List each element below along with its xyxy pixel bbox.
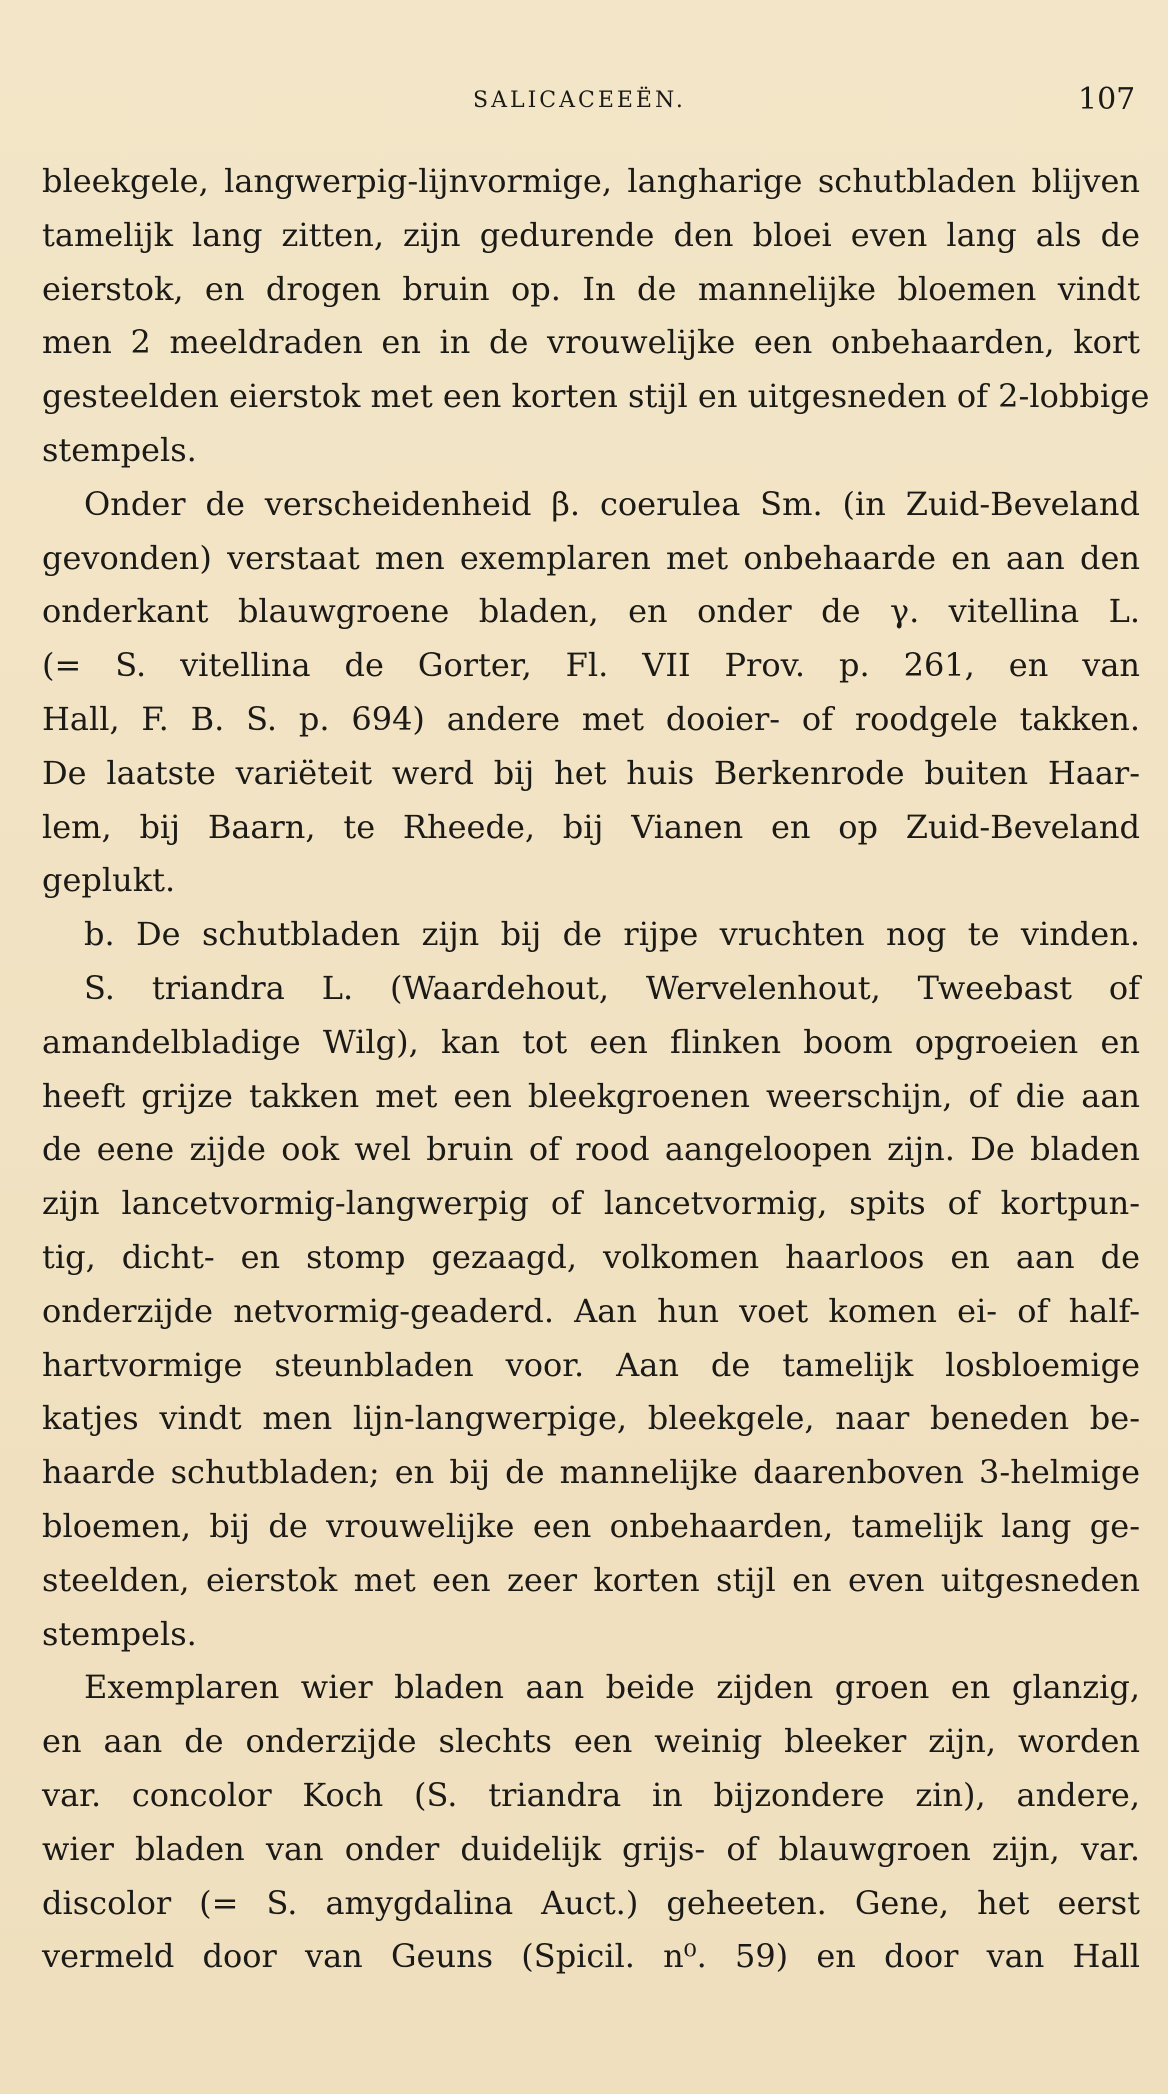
text-line: S. triandra L. (Waardehout, Wervelenhout, Tweebast of <box>84 968 1140 1007</box>
page-number: 107 <box>1078 82 1136 117</box>
text-line: amandelbladige Wilg), kan tot een flinken boom opgroeien en <box>42 1022 1140 1061</box>
text-line: stempels. <box>42 430 197 469</box>
text-line: var. concolor Koch (S. triandra in bijzondere zin), andere, <box>42 1775 1140 1814</box>
text-line: haarde schutbladen; en bij de mannelijke daarenboven 3-helmige <box>42 1453 1140 1492</box>
text-line: bloemen, bij de vrouwelijke een onbehaarden, tamelijk lang ge- <box>42 1506 1140 1545</box>
text-line: b. De schutbladen zijn bij de rijpe vruchten nog te vinden. <box>84 915 1140 954</box>
text-line: heeft grijze takken met een bleekgroenen weerschijn, of die aan <box>42 1076 1140 1115</box>
text-line: steelden, eierstok met een zeer korten stijl en even uitgesneden <box>42 1560 1140 1599</box>
body-text <box>42 155 1150 1984</box>
text-line: (= S. vitellina de Gorter, Fl. VII Prov. p. 261, en van <box>42 646 1140 685</box>
text-line: tamelijk lang zitten, zijn gedurende den bloei even lang als de <box>42 215 1140 254</box>
text-line: onderzijde netvormig-geaderd. Aan hun voet komen ei- of half- <box>42 1291 1140 1330</box>
text-line: bleekgele, langwerpig-lijnvormige, langharige schutbladen blijven <box>42 162 1140 200</box>
text-line: Onder de verscheidenheid β. coerulea Sm. (in Zuid-Beveland <box>84 484 1140 523</box>
running-title: SALICACEEËN. <box>473 88 686 113</box>
text-line: stempels. <box>42 1614 197 1653</box>
text-line: gesteelden eierstok met een korten stijl en uitgesneden of 2-lobbige <box>42 377 1150 416</box>
text-line: de eene zijde ook wel bruin of rood aangeloopen zijn. De bladen <box>42 1130 1140 1169</box>
text-line: lem, bij Baarn, te Rheede, bij Vianen en op Zuid-Beveland <box>42 807 1140 846</box>
text-line: discolor (= S. amygdalina Auct.) geheeten. Gene, het eerst <box>42 1883 1140 1922</box>
text-line: wier bladen van onder duidelijk grijs- of blauwgroen zijn, var. <box>42 1829 1140 1868</box>
text-line: onderkant blauwgroene bladen, en onder de γ. vitellina L. <box>42 592 1140 631</box>
text-line: De laatste variëteit werd bij het huis Berkenrode buiten Haar- <box>42 753 1140 792</box>
text-line: men 2 meeldraden en in de vrouwelijke een onbehaarden, kort <box>42 323 1140 362</box>
text-line: tig, dicht- en stomp gezaagd, volkomen haarloos en aan de <box>42 1237 1140 1276</box>
text-line: zijn lancetvormig-langwerpig of lancetvormig, spits of kortpun- <box>42 1184 1140 1223</box>
text-line: en aan de onderzijde slechts een weinig bleeker zijn, worden <box>42 1722 1140 1761</box>
text-line: hartvormige steunbladen voor. Aan de tamelijk losbloemige <box>42 1345 1140 1384</box>
text-line: geplukt. <box>42 861 176 900</box>
text-line: gevonden) verstaat men exemplaren met onbehaarde en aan den <box>42 538 1140 577</box>
text-line: katjes vindt men lijn-langwerpige, bleekgele, naar beneden be- <box>42 1399 1140 1438</box>
text-line: eierstok, en drogen bruin op. In de mannelijke bloemen vindt <box>42 269 1140 308</box>
text-line: Hall, F. B. S. p. 694) andere met dooier- of roodgele takken. <box>42 699 1140 738</box>
text-line: vermeld door van Geuns (Spicil. n⁰. 59) en door van Hall <box>42 1937 1140 1976</box>
text-line: Exemplaren wier bladen aan beide zijden groen en glanzig, <box>84 1668 1140 1707</box>
running-head <box>0 82 1168 122</box>
